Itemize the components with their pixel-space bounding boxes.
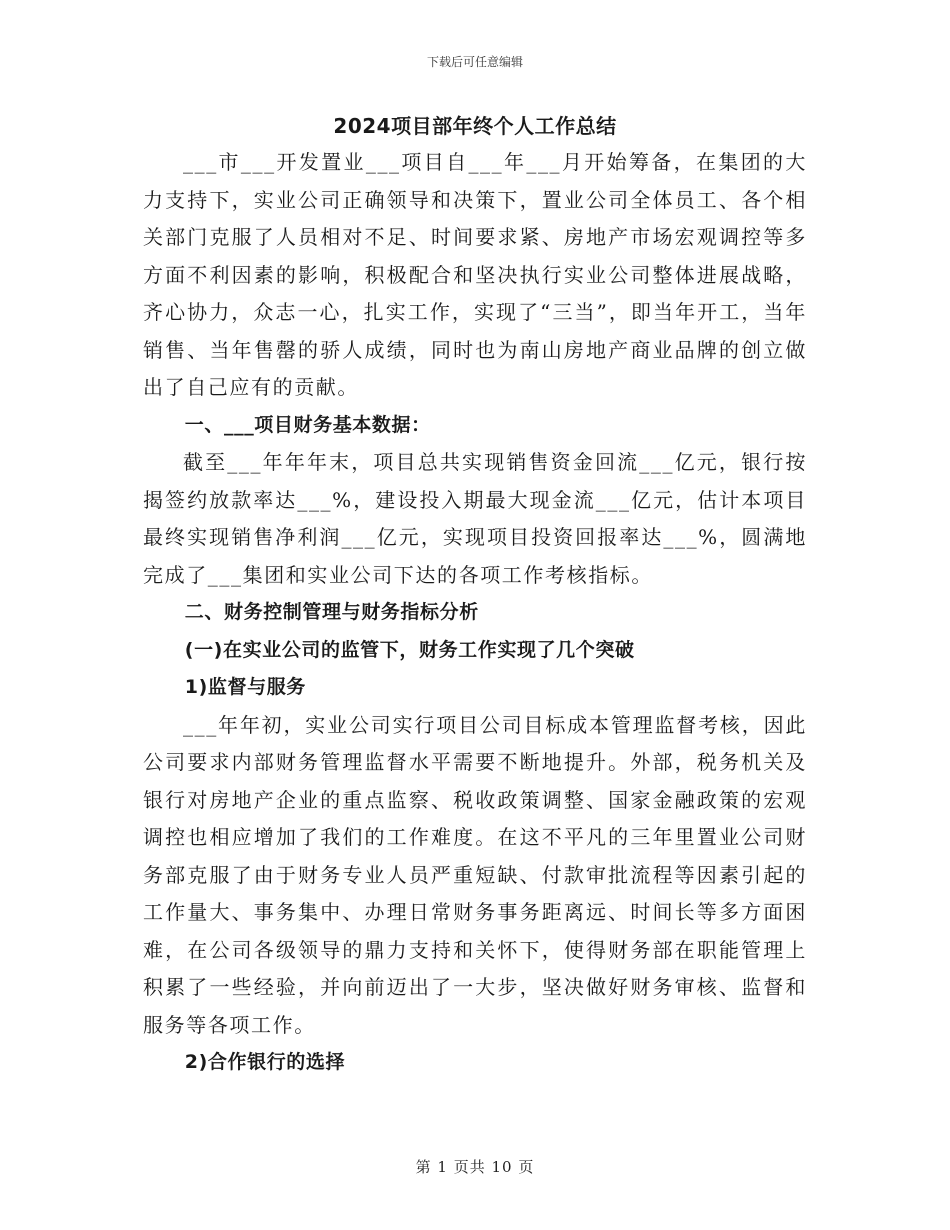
item1-heading: 1)监督与服务 [184, 676, 306, 698]
header-note: 下载后可任意编辑 [426, 55, 523, 69]
section1-heading: 一、___项目财务基本数据： [184, 413, 431, 436]
intro-paragraph: ___市___开发置业___项目自___年___月开始筹备，在集团的大力支持下，实业公司正确领导和决策下，置业公司全体员工、各个相关部门克服了人员相对不足、时间要求紧、房地产市场宏观调控等多方面不利因素的影响，积极配合和坚决执行实业公司整体进展战略，齐心协力，众志一心，扎实工作，实现了“三当”，即当年开工，当年销售、当年售罄的骄人成绩，同时也为南山房地产商业品牌的创立做出了自己应有的贡献。 [143, 150, 807, 399]
section2-heading: 二、财务控制管理与财务指标分析 [184, 601, 479, 623]
document-title: 2024项目部年终个人工作总结 [333, 114, 617, 138]
item1-paragraph: ___年年初，实业公司实行项目公司目标成本管理监督考核，因此公司要求内部财务管理监督水平需要不断地提升。外部，税务机关及银行对房地产企业的重点监察、税收政策调整、国家金融政策的宏观调控也相应增加了我们的工作难度。在这不平凡的三年里置业公司财务部克服了由于财务专业人员严重短缺、付款审批流程等因素引起的工作量大、事务集中、办理日常财务事务距离远、时间长等多方面困难，在公司各级领导的鼎力支持和关怀下，使得财务部在职能管理上积累了一些经验，并向前迈出了一大步，坚决做好财务审核、监督和服务等各项工作。 [143, 712, 807, 1037]
page-indicator: 第 1 页共 10 页 [415, 1158, 535, 1176]
section2-subheading: (一)在实业公司的监管下，财务工作实现了几个突破 [184, 638, 635, 661]
section1-paragraph: 截至___年年年末，项目总共实现销售资金回流___亿元，银行按揭签约放款率达___%，建设投入期最大现金流___亿元，估计本项目最终实现销售净利润___亿元，实现项目投资回报率达___%，圆满地完成了___集团和实业公司下达的各项工作考核指标。 [143, 450, 807, 587]
document-body [143, 108, 807, 1082]
item2-heading: 2)合作银行的选择 [184, 1051, 346, 1073]
